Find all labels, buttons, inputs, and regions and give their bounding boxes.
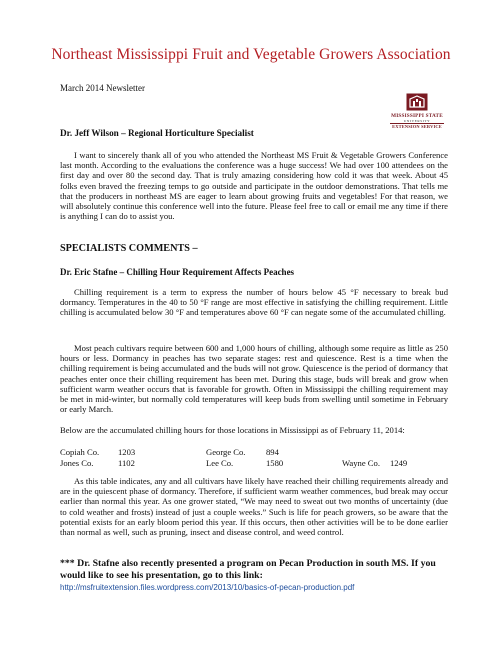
hours-value: 1102 — [118, 457, 135, 468]
location-name: Lee Co. — [206, 457, 234, 468]
chilling-hours-table — [60, 447, 460, 468]
location-name: Jones Co. — [60, 457, 94, 468]
specialists-heading: SPECIALISTS COMMENTS – — [60, 243, 198, 254]
hours-value: 1580 — [266, 457, 284, 468]
letter-author: Dr. Jeff Wilson – Regional Horticulture Specialist — [60, 128, 254, 138]
location-name: George Co. — [206, 447, 246, 457]
location-name: Wayne Co. — [342, 457, 380, 468]
location-name: Copiah Co. — [60, 447, 100, 457]
logo-text-university: MISSISSIPPI STATE — [391, 113, 443, 119]
pecan-notice: *** Dr. Stafne also recently presented a program on Pecan Production in south MS. If you would like to see his presentation, go to this link: — [60, 558, 436, 582]
logo-text-extension: EXTENSION SERVICE — [392, 123, 442, 129]
letter-body: I want to sincerely thank all of you who attended the Northeast MS Fruit & Vegetable Growers Conference last month. According to the evaluations the conference was a huge success! We had over 100 attendees on the first day and over 80 the second day. That is truly amazing considering how cold it was that week. About 45 folks even braved the freezing temps to go outside and participate in the outdoor demonstrations. That tells me that the producers in northeast MS are eager to learn about growing fruits and vegetables! For that reason, we will absolutely continue this conference well into the future. Please feel free to call or email me any time if there is anything I can do to assist you. — [60, 150, 448, 222]
article-paragraph-1: Chilling requirement is a term to express the number of hours below 45 °F necessary to break bud dormancy. Temperatures in the 40 to 50 °F range are most effective in satisfying the chilling requirement. Little chilling is accumulated below 30 °F and temperatures above 60 °F can negate some of the accumulated chilling. — [60, 287, 448, 318]
hours-row — [60, 447, 460, 458]
article-paragraph-4: As this table indicates, any and all cultivars have likely have reached their chilling requirements already and are in the quiescent phase of dormancy. Therefore, if sufficient warm weather commences, bud break may occur earlier than normal this year. As one grower stated, “We may need to sweat out two months of uncertainty (due to cold weather and frosts) instead of just a couple weeks.” Such is life for peach growers, so be aware that the potential exists for an early bloom period this year. If this occurs, then other activities will be to be done earlier than normal as well, such as pruning, insect and disease control, and weed control. — [60, 476, 448, 538]
extension-logo — [384, 93, 450, 130]
presentation-link[interactable]: http://msfruitextension.files.wordpress.com/2013/10/basics-of-pecan-production.pdf — [60, 583, 355, 592]
hours-row — [60, 458, 460, 469]
hours-value: 894 — [266, 447, 279, 457]
article-paragraph-3: Below are the accumulated chilling hours for those locations in Mississippi as of February 11, 2014: — [60, 425, 405, 435]
msu-extension-emblem-icon — [406, 93, 428, 111]
hours-value: 1203 — [118, 447, 136, 457]
hours-value: 1249 — [390, 457, 408, 468]
article-paragraph-2: Most peach cultivars require between 600 and 1,000 hours of chilling, although some require as little as 250 hours or less. Dormancy in peaches has two separate stages: rest and quiescence. Rest is a time when the chilling requirement is being accumulated and the buds will not grow. Quiescence is the period of dormancy that peaches enter once their chilling requirement has been met. During this stage, buds will break and grow when sufficient warm weather occurs that is favorable for growth. Often in Mississippi the chilling requirement may be met in mid-winter, but normally cold temperatures will keep buds from swelling until sometime in February or early March. — [60, 343, 448, 415]
newsletter-date: March 2014 Newsletter — [60, 83, 145, 93]
logo-text-sub: UNIVERSITY — [403, 119, 431, 123]
page-title: Northeast Mississippi Fruit and Vegetable Growers Association — [51, 46, 451, 63]
article-subheading: Dr. Eric Stafne – Chilling Hour Requirement Affects Peaches — [60, 267, 295, 277]
